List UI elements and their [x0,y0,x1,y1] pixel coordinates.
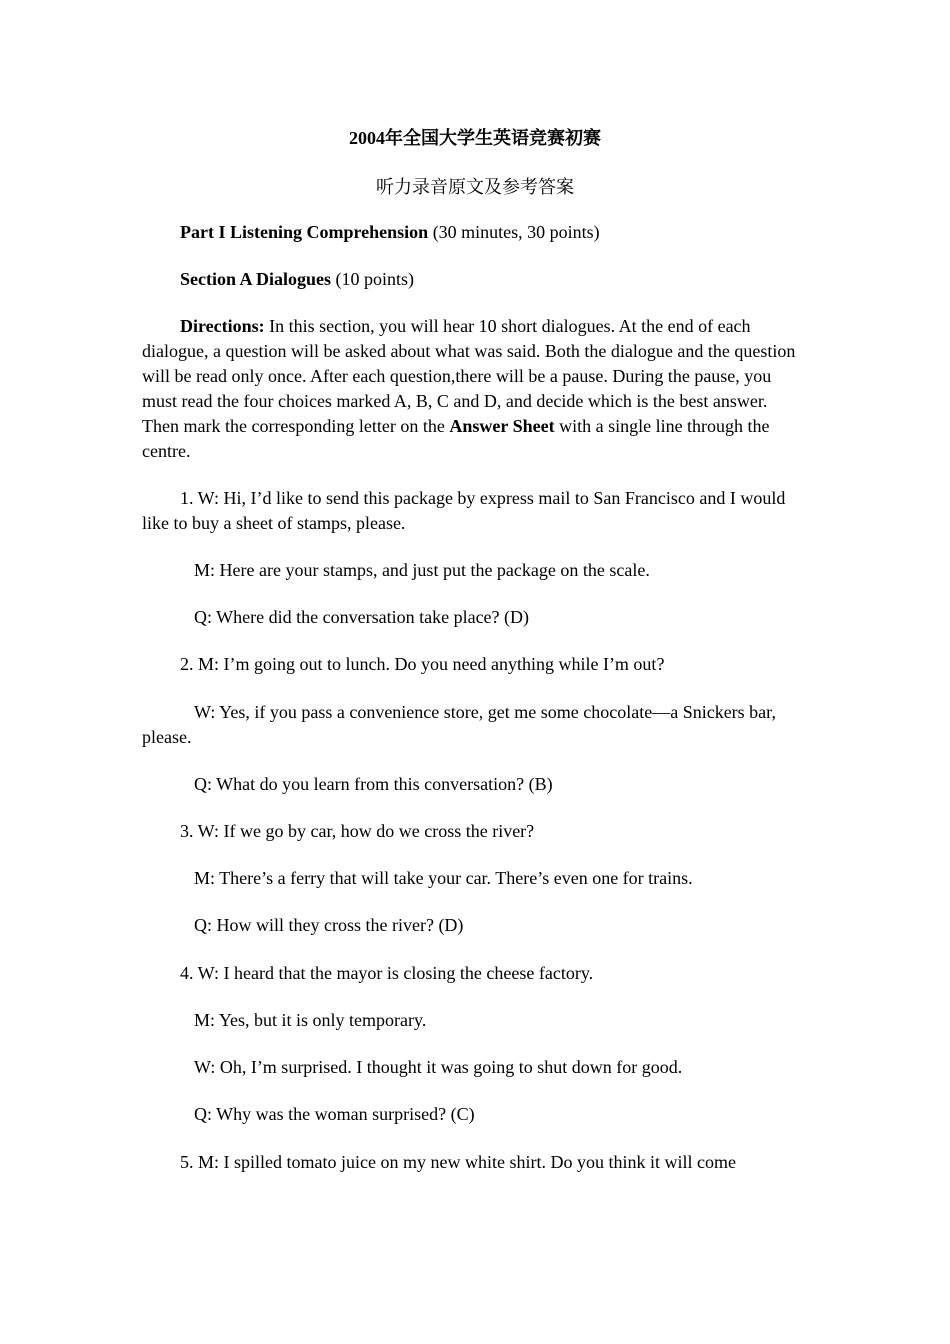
dialogue-2-question: Q: What do you learn from this conversation? (B) [194,774,553,794]
dialogue-3-line-2: M: There’s a ferry that will take your car. There’s even one for trains. [194,868,693,888]
part-heading [142,220,802,245]
section-heading [142,267,802,292]
directions-text: In this section, you will hear 10 short dialogues. At the end of each dialogue, a question will be asked about what was said. Both the dialogue and the question will be read only once. After each question,there will be a pause. During the pause, you must read the four choices marked A, B, C and D, and decide which is the best answer. Then mark the corresponding letter on the [142,316,796,436]
part-label: Part I Listening Comprehension [180,222,429,242]
directions-text-end: with a single line through the centre. [142,416,770,461]
part-meta: (30 minutes, 30 points) [428,222,600,242]
dialogue-2-line-1: 2. M: I’m going out to lunch. Do you need anything while I’m out? [180,654,665,674]
dialogue-4-line-2: M: Yes, but it is only temporary. [194,1010,427,1030]
dialogue-4-line-1: 4. W: I heard that the mayor is closing the cheese factory. [180,963,594,983]
answer-sheet-emphasis: Answer Sheet [449,416,555,436]
dialogue-3-question: Q: How will they cross the river? (D) [194,915,464,935]
dialogue-1-question: Q: Where did the conversation take place? (D) [194,607,530,627]
dialogue-2-line-2: W: Yes, if you pass a convenience store, get me some chocolate—a Snickers bar, please. [142,702,776,747]
dialogue-5-line-1: 5. M: I spilled tomato juice on my new white shirt. Do you think it will come [180,1152,736,1172]
directions-paragraph [142,314,802,464]
dialogue-1-line-1: 1. W: Hi, I’d like to send this package by express mail to San Francisco and I would like to buy a sheet of stamps, please. [142,488,786,533]
section-meta: (10 points) [331,269,415,289]
dialogue-4-question: Q: Why was the woman surprised? (C) [194,1104,475,1124]
document-subtitle: 听力录音原文及参考答案 [376,177,574,197]
directions-label: Directions: [180,316,265,336]
dialogue-3-line-1: 3. W: If we go by car, how do we cross the river? [180,821,535,841]
dialogue-4-line-3: W: Oh, I’m surprised. I thought it was going to shut down for good. [194,1057,683,1077]
document-title: 2004年全国大学生英语竞赛初赛 [349,128,601,148]
dialogue-1-line-2: M: Here are your stamps, and just put the package on the scale. [194,560,650,580]
section-label: Section A Dialogues [180,269,332,289]
